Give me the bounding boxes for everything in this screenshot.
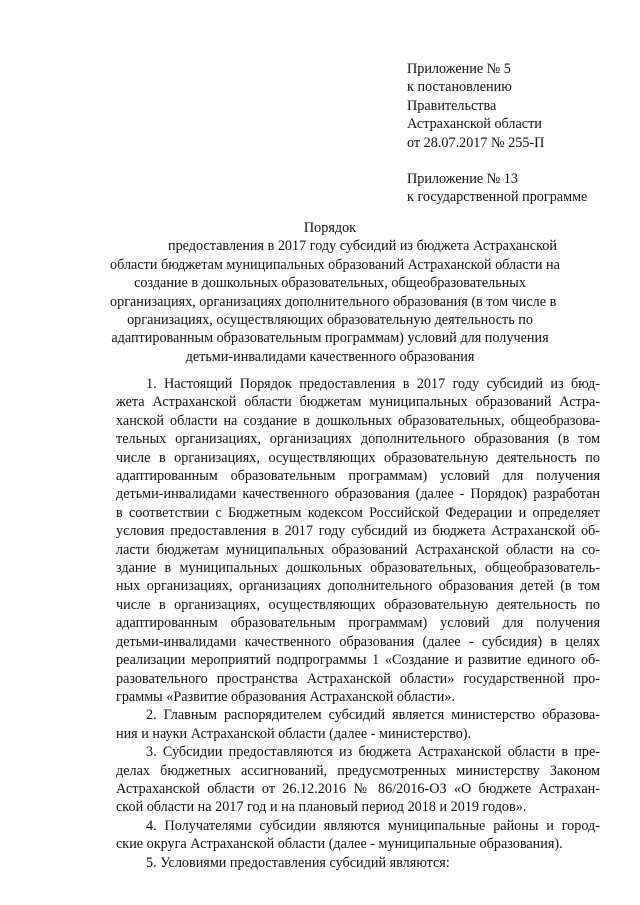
body-line: детьми-инвалидами качественного образования (далее - Порядок) разработан bbox=[116, 486, 600, 503]
body-line: 2. Главным распорядителем субсидий является министерство образова- bbox=[146, 707, 600, 724]
document-title bbox=[110, 219, 560, 366]
body-line: ласти бюджетам муниципальных образований Астраханской области на со- bbox=[116, 541, 600, 558]
title-line: предоставления в 2017 году субсидий из бюджета Астраханской bbox=[168, 238, 557, 255]
body-line: в соответствии с Бюджетным кодексом Российской Федерации и определяет bbox=[116, 504, 600, 521]
spacer bbox=[407, 152, 587, 170]
body-line: числе в организациях, осуществляющих образовательную деятельность по bbox=[116, 596, 600, 613]
approval-line: Приложение № 5 bbox=[407, 61, 511, 77]
body-line: реализации мероприятий подпрограммы 1 «Создание и развитие единого об- bbox=[116, 652, 600, 669]
body-line: адаптированным образовательным программам) условий для получения bbox=[116, 468, 600, 485]
body-line: здание в муниципальных дошкольных образовательных, общеобразователь- bbox=[116, 560, 600, 577]
body-line: ские округа Астраханской области (далее - муниципальные образования). bbox=[116, 836, 563, 853]
title-line: организациях, организациях дополнительного образования (в том числе в bbox=[110, 293, 557, 310]
approval-line: от 28.07.2017 № 255-П bbox=[407, 134, 545, 151]
body-line: условия предоставления в 2017 году субсидий из бюджета Астраханской об- bbox=[116, 523, 600, 540]
body-line: разовательного пространства Астраханской области» государственной про- bbox=[116, 670, 600, 687]
approval-stamp bbox=[407, 60, 587, 207]
title-line: создание в дошкольных образовательных, общеобразовательных bbox=[134, 275, 526, 292]
title-line: области бюджетам муниципальных образований Астраханской области на bbox=[110, 256, 560, 273]
body-line: детьми-инвалидами качественного образования (далее - субсидия) в целях bbox=[116, 633, 600, 650]
body-line: 1. Настоящий Порядок предоставления в 2017 году субсидий из бюд- bbox=[146, 376, 600, 392]
body-line: ных организациях, организациях дополнительного образования детей (в том bbox=[116, 578, 600, 595]
title-heading: Порядок bbox=[303, 220, 357, 236]
title-line: адаптированным образовательным программам) условий для получения bbox=[111, 330, 549, 347]
approval-line: к государственной программе bbox=[407, 189, 588, 206]
body-line: делах бюджетных ассигнований, предусмотренных министерству Законом bbox=[116, 762, 600, 779]
body-line: 5. Условиями предоставления субсидий являются: bbox=[146, 854, 450, 871]
body-line: 4. Получателями субсидии являются муниципальные районы и город- bbox=[146, 817, 600, 834]
title-line: детьми-инвалидами качественного образования bbox=[185, 348, 475, 365]
approval-line: Правительства bbox=[407, 97, 497, 114]
approval-line: Астраханской области bbox=[407, 116, 542, 133]
body-line: 3. Субсидии предоставляются из бюджета Астраханской области в пре- bbox=[146, 744, 600, 761]
body-line: ханской области на создание в дошкольных образовательных, общеобразова- bbox=[116, 412, 600, 429]
body-line: граммы «Развитие образования Астраханской области». bbox=[116, 688, 455, 705]
body-line: ской области на 2017 год и на плановый период 2018 и 2019 годов». bbox=[116, 799, 527, 816]
body-line: Астраханской области от 26.12.2016 № 86/2016-ОЗ «О бюджете Астрахан- bbox=[116, 780, 600, 797]
body-line: жета Астраханской области бюджетам муниципальных образований Астра- bbox=[116, 394, 600, 411]
body-line: числе в организациях, осуществляющих образовательную деятельность по bbox=[116, 449, 600, 466]
body-line: тельных организациях, организациях дополнительного образования (в том bbox=[116, 431, 600, 448]
body-line: адаптированным образовательным программам) условий для получения bbox=[116, 615, 600, 632]
body-line: ния и науки Астраханской области (далее - министерство). bbox=[116, 725, 472, 742]
approval-line: Приложение № 13 bbox=[407, 171, 518, 188]
document-body bbox=[116, 375, 600, 872]
title-line: организациях, осуществляющих образовательную деятельность по bbox=[127, 312, 533, 329]
approval-line: к постановлению bbox=[407, 79, 512, 96]
